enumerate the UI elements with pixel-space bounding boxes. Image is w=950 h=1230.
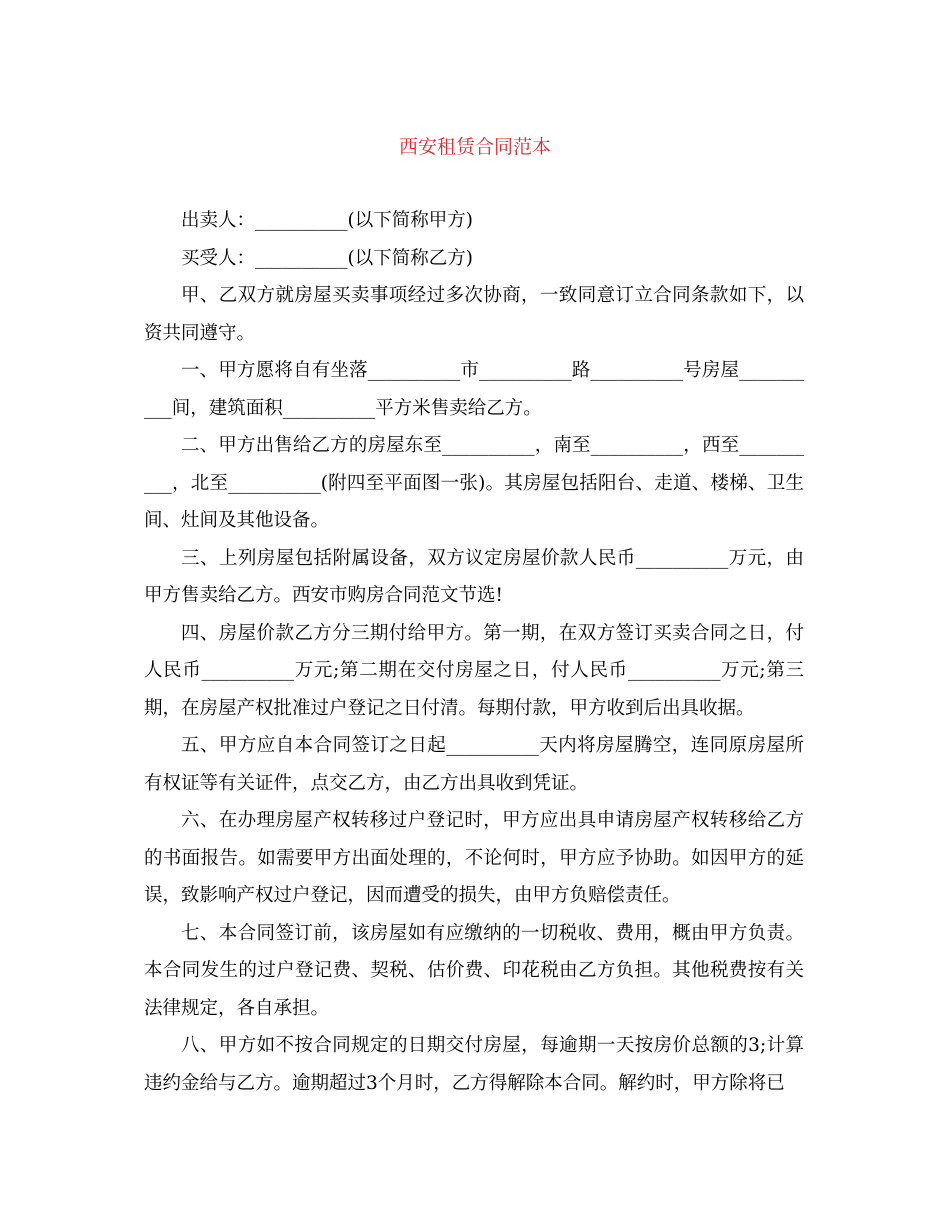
paragraph-clause-2: 二、甲方出售给乙方的房屋东至__________，南至__________，西至__________，北至__________(附四至平面图一张)。其房屋包括阳台、走道、楼梯、卫生间、灶间及其他设备。 xyxy=(144,435,804,531)
paragraph-clause-7: 七、本合同签订前，该房屋如有应缴纳的一切税收、费用，概由甲方负责。本合同发生的过户登记费、契税、估价费、印花税由乙方负担。其他税费按有关法律规定，各自承担。 xyxy=(144,922,804,1019)
paragraph-clause-8: 八、甲方如不按合同规定的日期交付房屋，每逾期一天按房价总额的3;计算违约金给与乙方。逾期超过3个月时，乙方得解除本合同。解约时，甲方除将已 xyxy=(144,1035,804,1094)
document-title: 西安租赁合同范本 xyxy=(398,136,551,158)
paragraph-clause-6: 六、在办理房屋产权转移过户登记时，甲方应出具申请房屋产权转移给乙方的书面报告。如需要甲方出面处理的，不论何时，甲方应予协助。如因甲方的延误，致影响产权过户登记，因而遭受的损失，由甲方负赔偿责任。 xyxy=(144,810,804,906)
paragraph-clause-5: 五、甲方应自本合同签订之日起__________天内将房屋腾空，连同原房屋所有权证等有关证件，点交乙方，由乙方出具收到凭证。 xyxy=(144,735,804,794)
contract-body xyxy=(144,202,804,1102)
paragraph-clause-4: 四、房屋价款乙方分三期付给甲方。第一期，在双方签订买卖合同之日，付人民币__________万元;第二期在交付房屋之日，付人民币__________万元;第三期，在房屋产权批准过户登记之日付清。每期付款，甲方收到后出具收据。 xyxy=(144,622,804,719)
paragraph-buyer: 买受人：__________(以下简称乙方) xyxy=(181,247,473,269)
paragraph-clause-3: 三、上列房屋包括附属设备，双方议定房屋价款人民币__________万元，由甲方售卖给乙方。西安市购房合同范文节选! xyxy=(144,547,804,606)
paragraph-preamble: 甲、乙双方就房屋买卖事项经过多次协商，一致同意订立合同条款如下，以资共同遵守。 xyxy=(144,285,804,344)
paragraph-clause-1: 一、甲方愿将自有坐落__________市__________路__________号房屋__________间，建筑面积__________平方米售卖给乙方。 xyxy=(144,360,804,419)
paragraph-seller: 出卖人：__________(以下简称甲方) xyxy=(181,210,473,231)
